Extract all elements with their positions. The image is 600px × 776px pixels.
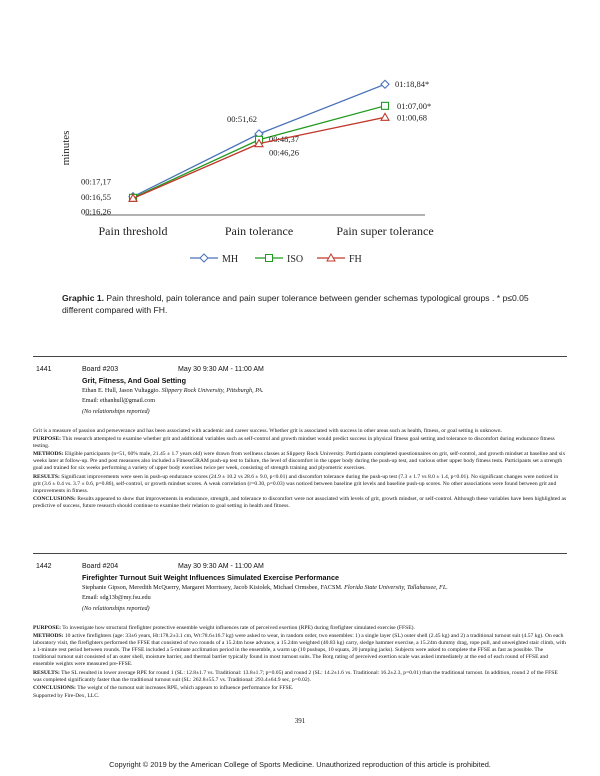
affiliation: Florida State University, Tallahassee, FL. [344,584,448,591]
data-label: 01:18,84* [395,79,430,90]
x-tick-label: Pain tolerance [224,224,294,238]
purpose-paragraph: PURPOSE: To investigate how structural firefighter protective ensemble weight influences rate of perceived exertion (RPE) during firefighter simulated exercise (FFSE). [33,625,415,631]
results-paragraph: RESULTS: The SL resulted in lower average RPE for round 1 (SL: 12.8±1.7 vs. Traditional: 13.8±1.7; p=0.05) and round 2 (SL: 14.2±1.6 vs. Traditional: 16.2±2.3, p=0.01) than the traditional turnout. In addition, round 2 of the FFSE was completed significantly faster than the traditional turnout suit (SL: 262.8±55.7 vs. Traditional: 293.4±64.9 sec, p=0.02). [33,669,558,683]
abstract-authors [82,584,448,592]
data-point-mh [381,80,389,88]
legend-marker [200,254,208,262]
abstract-body [33,428,567,511]
data-label: 00:48,37 [269,133,299,144]
abstract-board: Board #204 [82,563,119,570]
legend-label: ISO [287,254,304,265]
conclusions-paragraph: CONCLUSIONS: The weight of the turnout suit increases RPE, which appears to influence performance for FFSE. [33,684,294,691]
data-point-iso [382,102,389,109]
legend-label: MH [222,254,239,265]
data-label: 00:51,62 [227,113,257,124]
figure-chart [55,38,455,283]
abstract-authors [82,387,264,395]
data-label: 00:46,26 [269,147,299,158]
data-label: 00:16,55 [81,191,111,202]
abstract-title: Grit, Fitness, And Goal Setting [82,376,186,385]
conclusions-paragraph: CONCLUSIONS: Results appeared to show that improvements in endurance, strength, and tolerance to discomfort were not associated with levels of grit, growth mindset, or self-control. Although these variables have been highlighted as predictive of success, future research should continue to examine their relation to goal setting in health and fitness. [33,495,567,509]
abstract-board: Board #203 [82,366,119,373]
legend-label: FH [349,254,362,265]
x-tick-label: Pain super tolerance [336,224,434,238]
caption-text: Pain threshold, pain tolerance and pain super tolerance between gender schemas typological groups . * p≤0.05 different compared with FH. [62,293,529,315]
data-label: 00:17,17 [81,176,111,187]
x-tick-label: Pain threshold [98,224,168,238]
abstract-email: Email: sdg13b@my.fsu.edu [82,594,151,601]
abstract-body [33,625,567,701]
page-number: 391 [294,717,306,725]
abstract-time: May 30 9:30 AM - 11:00 AM [178,563,264,570]
divider-middle [33,553,567,554]
data-point-fh [381,113,389,120]
copyright-footer: Copyright © 2019 by the American College of Sports Medicine. Unauthorized reproduction of this article is prohibited. [109,760,491,769]
legend-marker [266,255,273,262]
relationships-note: (No relationships reported) [82,408,150,415]
data-label: 00:16,26 [81,206,111,217]
abstract-number: 1442 [36,563,52,570]
abstract-title: Firefighter Turnout Suit Weight Influences Simulated Exercise Performance [82,573,339,582]
purpose-paragraph: PURPOSE: This research attempted to examine whether grit and additional variables such as self-control and growth mindset would predict success in physical fitness goal setting and tolerance to discomfort during endurance fitness testing. [33,436,555,450]
support-note: Supported by Fire-Dex, LLC. [33,692,100,699]
affiliation: Slippery Rock University, Pittsburgh, PA. [161,387,264,394]
abstract-number: 1441 [36,366,52,373]
intro-paragraph: Grit is a measure of passion and perseverance and has been associated with academic and career success. Whether grit is associated with success in other areas such as health, fitness, or goal setting is unknown. [33,428,502,434]
methods-paragraph: METHODS: Eligible participants (n=51, 60% male, 21.45 ± 1.7 years old) were drawn from wellness classes at Slippery Rock University. Participants completed questionnaires on grit, self-control, and growth mindset at baseline and six weeks later at follow-up. Pre and post measures also included a FitnessGRAM push-up test to failure, the level of discomfort in the upper body during the push-up test, and various other upper body fitness tests. Participants set a strength goal and trained for six weeks performing a variety of upper body exercises twice per week, consisting of strength training and plyometric exercises. [33,451,566,472]
line-chart [55,38,455,283]
authors: Ethan E. Hull, Jason Vultaggio. [82,387,161,394]
authors: Stephanie Gipson, Meredith McQuerry, Margaret Morrissey, Jacob Kisiolek, Michael Ormsbee, FACSM. [82,584,343,591]
results-paragraph: RESULTS: Significant improvements were seen in push-up endurance scores (24.9 ± 10.2 vs 28.6 ± 9.0, p<0.01) and discomfort tolerance during the push-up test (7.3 ± 1.7 vs 8.0 ± 1.4, p<0.01). No significant changes were noticed in grit (3.6 ± 0.4 vs. 3.7 ± 0.6, p=0.86), self-control, or growth mindset scores. A weak correlation (r=0.30, p=0.03) was noticed between baseline grit levels and baseline push-up scores. No other associations were found between grit and improvements in fitness. [33,473,559,494]
methods-paragraph: METHODS: 10 active firefighters (age: 33±6 years, Ht:178.2±3.1 cm, Wt:78.6±16.7 kg) were asked to wear, in random order, two ensembles: 1) a single layer (SL) outer shell (2.45 kg) and 2) a traditional turnout suit (4.57 kg). On each laboratory visit, the firefighters performed the FFSE that consisted of two rounds of a 15.24m hose advance, a 15.24m weighted (40.83 kg) carry, sledge hammer exercise, a 15.24m dummy drag, rope pull, and unweighted stair climb, with a 1-minute rest period between rounds. The FFSE included a 5-minute acclimation period in the ensemble, a warm up (10 pushups, 10 squats, 20 jumping jacks). Subjects were asked to complete the FFSE as fast as possible. The traditional turnout suit consisted of an outer shell, moisture barrier, and thermal barrier typically found in most turnout suits. The Borg rating of perceived exertion scale was asked immediately at the end of each round of FFSE and ensemble weights were measured pre-FFSE. [33,633,566,668]
data-label: 01:07,00* [397,100,432,111]
abstract-email: Email: ethanhull@gmail.com [82,397,156,404]
series-line-iso [133,106,385,198]
caption-label: Graphic 1. [62,293,105,303]
divider-top [33,356,567,357]
relationships-note: (No relationships reported) [82,605,150,612]
abstract-time: May 30 9:30 AM - 11:00 AM [178,366,264,373]
y-axis-label: minutes [60,130,72,166]
data-label: 01:00,68 [397,112,427,123]
figure-caption [62,292,542,316]
